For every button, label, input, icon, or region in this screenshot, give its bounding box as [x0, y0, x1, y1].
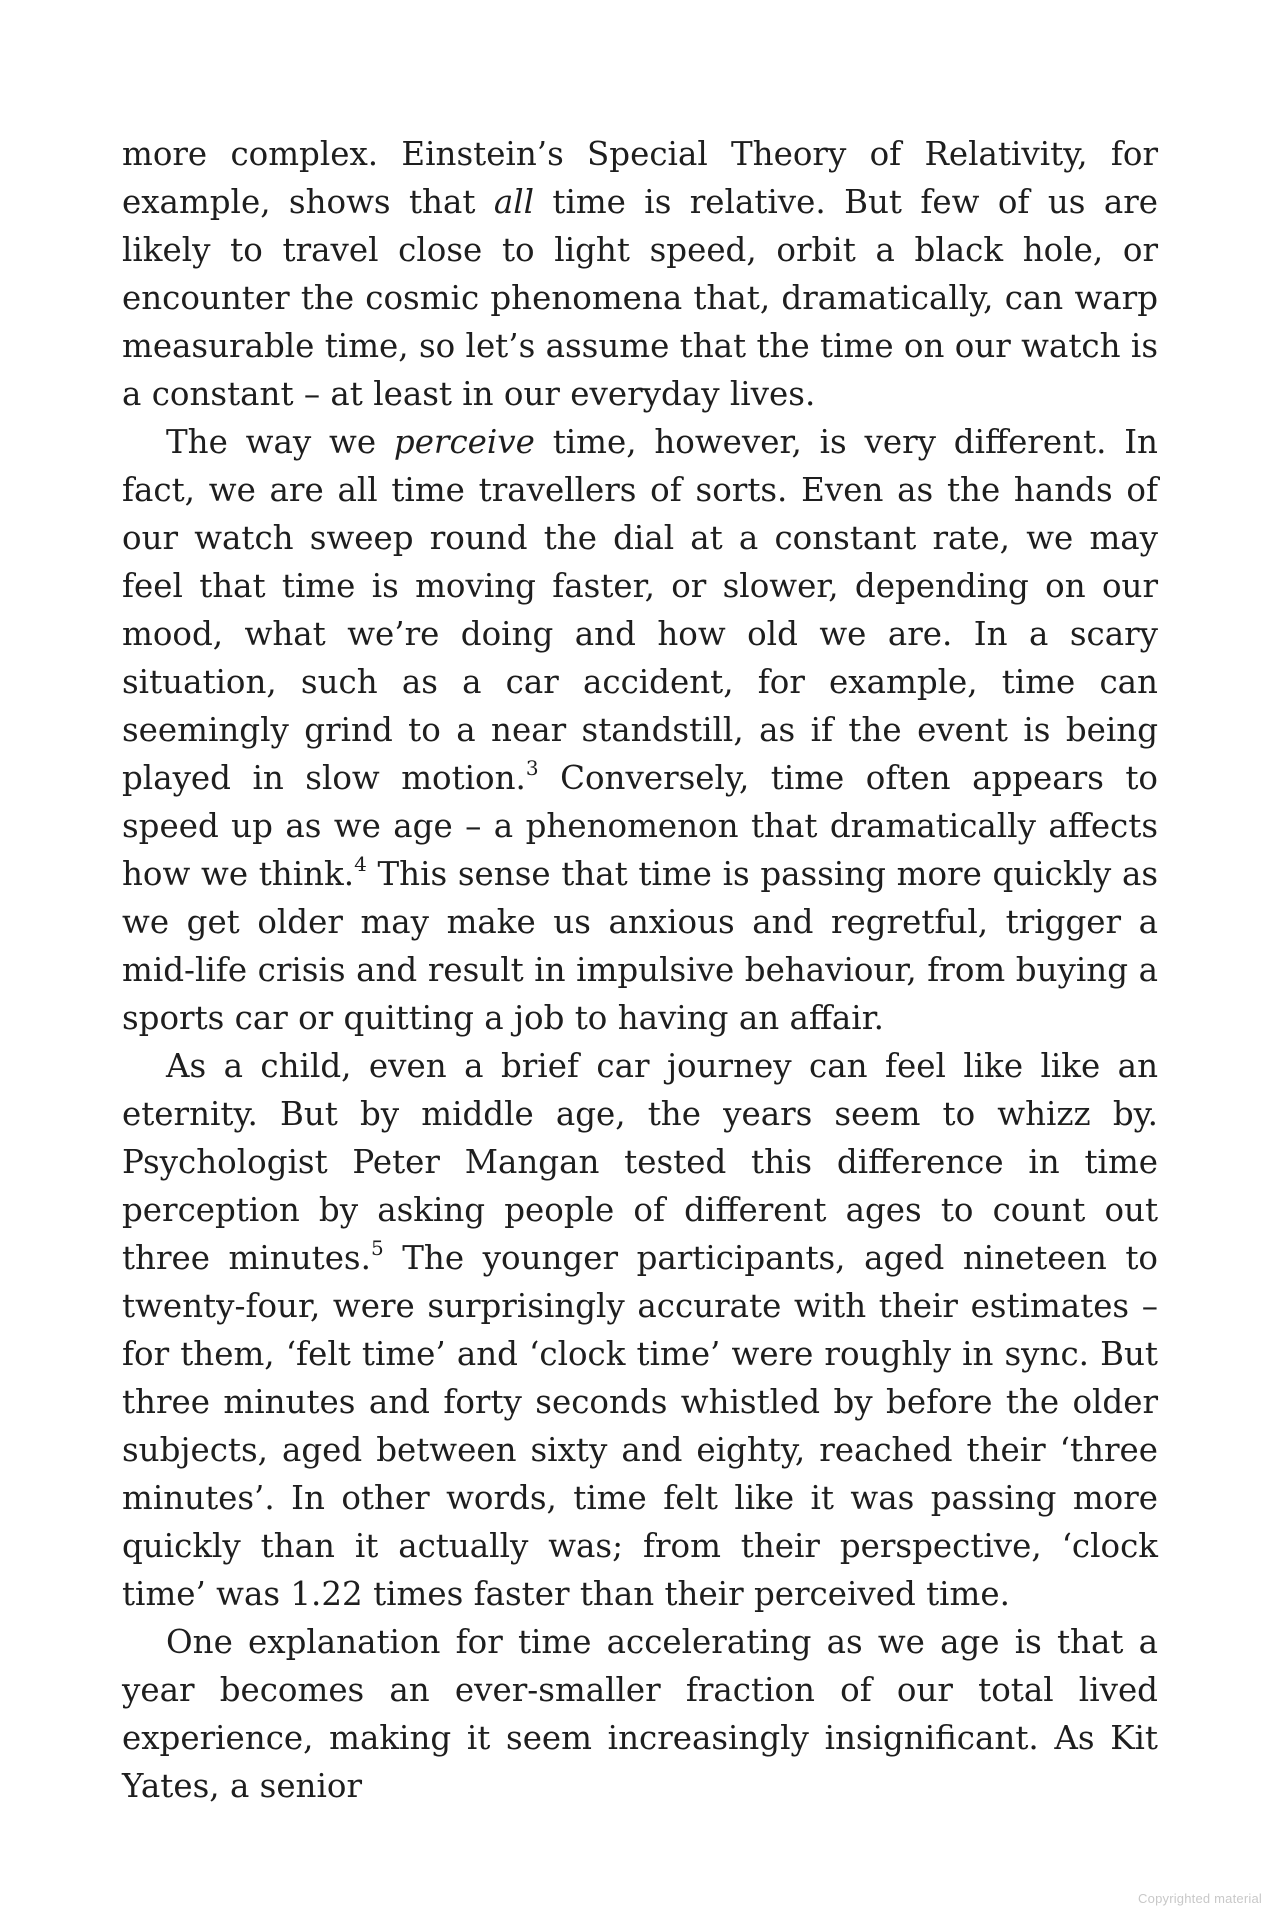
paragraph-text: As a child, even a brief car journey can feel like like an eternity. But by middle age, the years seem to whizz by. Psychologist Peter Mangan tested this difference in time perception by asking people of different ages to count out three minutes.	[122, 1047, 1158, 1277]
paragraph-1	[122, 130, 1158, 418]
paragraph-text: more complex. Einstein’s Special Theory of Relativity, for example, shows that	[122, 135, 1158, 221]
footnote-ref-3[interactable]: 3	[525, 756, 539, 780]
paragraph-text: This sense that time is passing more quickly as we get older may make us anxious and regretful, trigger a mid-life crisis and result in impulsive behaviour, from buying a sports car or quitting a job to having an affair.	[122, 855, 1159, 1037]
footnote-ref-5[interactable]: 5	[370, 1236, 384, 1260]
emphasis-all: all	[493, 183, 534, 221]
paragraph-text: One explanation for time accelerating as we age is that a year becomes an ever-smaller fraction of our total lived experience, making it seem increasingly insignificant. As Kit Yates, a senior	[122, 1623, 1158, 1805]
paragraph-4	[122, 1618, 1158, 1810]
paragraph-2	[122, 418, 1158, 1042]
copyright-watermark: Copyrighted material	[1138, 1891, 1262, 1906]
paragraph-text: The way we	[166, 423, 394, 461]
paragraph-text: Conversely, time often appears to speed up as we age – a phenomenon that dramatically affects how we think.	[122, 759, 1158, 893]
paragraph-text: The younger participants, aged nineteen to twenty-four, were surprisingly accurate with their estimates – for them, ‘felt time’ and ‘clock time’ were roughly in sync. But three minutes and forty seconds whistled by before the older subjects, aged between sixty and eighty, reached their ‘three minutes’. In other words, time felt like it was passing more quickly than it actually was; from their perspective, ‘clock time’ was 1.22 times faster than their perceived time.	[122, 1239, 1158, 1613]
body-text	[122, 130, 1158, 1810]
emphasis-perceive: perceive	[393, 423, 535, 461]
paragraph-text: time is relative. But few of us are likely to travel close to light speed, orbit a black hole, or encounter the cosmic phenomena that, dramatically, can warp measurable time, so let’s assume that the time on our watch is a constant – at least in our everyday lives.	[122, 183, 1158, 413]
paragraph-text: time, however, is very different. In fact, we are all time travellers of sorts. Even as the hands of our watch sweep round the dial at a constant rate, we may feel that time is moving faster, or slower, depending on our mood, what we’re doing and how old we are. In a scary situation, such as a car accident, for example, time can seemingly grind to a near standstill, as if the event is being played in slow motion.	[122, 423, 1158, 797]
paragraph-3	[122, 1042, 1158, 1618]
footnote-ref-4[interactable]: 4	[354, 852, 367, 876]
